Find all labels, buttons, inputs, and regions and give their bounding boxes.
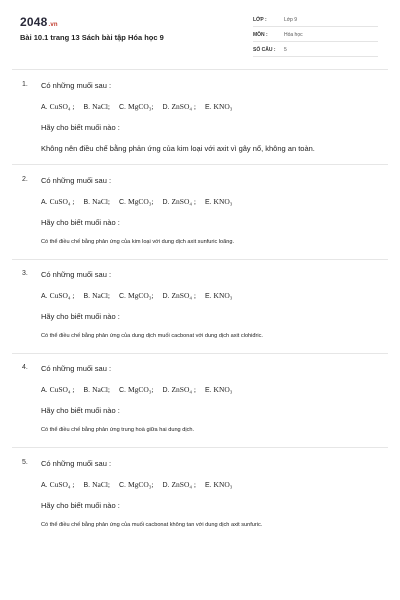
meta-value: 5 bbox=[284, 47, 287, 53]
question-divider bbox=[12, 259, 388, 260]
question-divider bbox=[12, 447, 388, 448]
option-formula: MgCO₃; bbox=[127, 385, 154, 394]
option-formula: CuSO₄ ; bbox=[49, 291, 75, 300]
option-formula: NaCl; bbox=[92, 102, 110, 111]
option-formula: KNO₃ bbox=[213, 102, 233, 111]
salt-option bbox=[119, 385, 154, 394]
meta-question-count bbox=[253, 45, 378, 57]
meta-value: Hóa học bbox=[284, 32, 303, 38]
salt-option bbox=[119, 102, 154, 111]
question-number: 5. bbox=[22, 459, 28, 466]
salt-options bbox=[41, 480, 241, 489]
salt-option bbox=[163, 480, 196, 489]
option-letter: B. bbox=[83, 293, 91, 300]
option-letter: E. bbox=[204, 387, 212, 394]
option-letter: E. bbox=[204, 104, 212, 111]
option-formula: KNO₃ bbox=[213, 197, 233, 206]
option-formula: ZnSO₄ ; bbox=[171, 197, 196, 206]
question-block bbox=[0, 459, 400, 539]
question-intro: Có những muối sau : bbox=[41, 176, 112, 185]
option-letter: C. bbox=[119, 387, 126, 394]
option-letter: E. bbox=[204, 482, 212, 489]
question-divider bbox=[12, 353, 388, 354]
question-ask: Hãy cho biết muối nào : bbox=[41, 501, 120, 510]
salt-option bbox=[84, 102, 111, 111]
option-letter: B. bbox=[83, 387, 91, 394]
option-formula: NaCl; bbox=[92, 291, 110, 300]
option-letter: B. bbox=[83, 199, 91, 206]
option-formula: ZnSO₄ ; bbox=[171, 102, 196, 111]
question-divider bbox=[12, 164, 388, 165]
salt-option bbox=[41, 385, 75, 394]
salt-option bbox=[84, 291, 111, 300]
salt-options bbox=[41, 291, 241, 300]
option-formula: ZnSO₄ ; bbox=[171, 385, 196, 394]
question-number: 3. bbox=[22, 270, 28, 277]
option-formula: NaCl; bbox=[92, 480, 110, 489]
option-formula: MgCO₃; bbox=[127, 480, 154, 489]
question-text: Có thể điều chế bằng phản ứng trung hoà giữa hai dung dịch. bbox=[41, 427, 195, 433]
option-formula: KNO₃ bbox=[213, 385, 233, 394]
question-number: 2. bbox=[22, 176, 28, 183]
option-letter: B. bbox=[83, 104, 91, 111]
option-letter: C. bbox=[119, 199, 126, 206]
option-letter: D. bbox=[162, 104, 170, 111]
salt-option bbox=[41, 102, 75, 111]
salt-option bbox=[205, 197, 232, 206]
option-letter: C. bbox=[119, 482, 126, 489]
option-formula: MgCO₃; bbox=[127, 197, 154, 206]
salt-option bbox=[119, 197, 154, 206]
meta-value: Lớp 9 bbox=[284, 17, 298, 23]
option-letter: D. bbox=[162, 482, 170, 489]
option-letter: E. bbox=[204, 293, 212, 300]
option-formula: KNO₃ bbox=[213, 291, 233, 300]
question-intro: Có những muối sau : bbox=[41, 270, 112, 279]
option-letter: C. bbox=[119, 293, 126, 300]
question-number: 4. bbox=[22, 364, 28, 371]
option-formula: MgCO₃; bbox=[127, 102, 154, 111]
option-letter: A. bbox=[41, 199, 48, 206]
salt-option bbox=[205, 102, 232, 111]
option-formula: NaCl; bbox=[92, 197, 110, 206]
question-block bbox=[0, 364, 400, 444]
option-letter: B. bbox=[83, 482, 91, 489]
option-letter: D. bbox=[162, 387, 170, 394]
salt-option bbox=[119, 291, 154, 300]
option-letter: D. bbox=[162, 293, 170, 300]
question-block bbox=[0, 176, 400, 256]
salt-options bbox=[41, 102, 241, 111]
option-formula: CuSO₄ ; bbox=[49, 197, 75, 206]
option-letter: D. bbox=[162, 199, 170, 206]
question-intro: Có những muối sau : bbox=[41, 81, 112, 90]
option-letter: A. bbox=[41, 482, 48, 489]
meta-label: LỚP : bbox=[253, 17, 267, 23]
logo-suffix: .vn bbox=[48, 22, 58, 28]
question-ask: Hãy cho biết muối nào : bbox=[41, 406, 120, 415]
salt-options bbox=[41, 197, 241, 206]
option-formula: CuSO₄ ; bbox=[49, 102, 75, 111]
question-text: Có thể điều chế bằng phản ứng của muối cacbonat không tan với dung dịch axit sunfuric. bbox=[41, 522, 263, 528]
question-intro: Có những muối sau : bbox=[41, 364, 112, 373]
salt-option bbox=[84, 480, 111, 489]
option-letter: C. bbox=[119, 104, 126, 111]
question-number: 1. bbox=[22, 81, 28, 88]
salt-option bbox=[163, 197, 196, 206]
meta-subject bbox=[253, 30, 378, 42]
salt-option bbox=[163, 102, 196, 111]
salt-option bbox=[163, 385, 196, 394]
question-text: Không nên điều chế bằng phản ứng của kim loại với axit vì gây nổ, không an toàn. bbox=[41, 144, 315, 153]
option-letter: A. bbox=[41, 293, 48, 300]
option-formula: CuSO₄ ; bbox=[49, 480, 75, 489]
question-intro: Có những muối sau : bbox=[41, 459, 112, 468]
logo-main: 2048 bbox=[20, 15, 48, 29]
salt-option bbox=[41, 197, 75, 206]
option-formula: CuSO₄ ; bbox=[49, 385, 75, 394]
meta-grade bbox=[253, 15, 378, 27]
salt-option bbox=[205, 385, 232, 394]
option-letter: A. bbox=[41, 104, 48, 111]
question-ask: Hãy cho biết muối nào : bbox=[41, 312, 120, 321]
salt-option bbox=[84, 385, 111, 394]
page-title: Bài 10.1 trang 13 Sách bài tập Hóa học 9 bbox=[20, 33, 164, 42]
meta-label: SỐ CÂU : bbox=[253, 47, 276, 53]
salt-options bbox=[41, 385, 241, 394]
salt-option bbox=[84, 197, 111, 206]
question-text: Có thể điều chế bằng phản ứng của kim loại với dung dịch axit sunfuric loãng. bbox=[41, 239, 235, 245]
salt-option bbox=[41, 480, 75, 489]
option-formula: ZnSO₄ ; bbox=[171, 291, 196, 300]
question-text: Có thể điều chế bằng phản ứng của dung dịch muối cacbonat với dung dịch axit clohiđric. bbox=[41, 333, 263, 339]
salt-option bbox=[41, 291, 75, 300]
question-ask: Hãy cho biết muối nào : bbox=[41, 218, 120, 227]
header-divider bbox=[12, 69, 388, 70]
question-block bbox=[0, 270, 400, 350]
question-ask: Hãy cho biết muối nào : bbox=[41, 123, 120, 132]
option-formula: KNO₃ bbox=[213, 480, 233, 489]
salt-option bbox=[119, 480, 154, 489]
salt-option bbox=[163, 291, 196, 300]
meta-label: MÔN : bbox=[253, 32, 268, 38]
site-logo[interactable] bbox=[20, 15, 58, 29]
option-letter: E. bbox=[204, 199, 212, 206]
page-header bbox=[0, 0, 400, 68]
option-formula: NaCl; bbox=[92, 385, 110, 394]
question-block bbox=[0, 81, 400, 161]
option-letter: A. bbox=[41, 387, 48, 394]
salt-option bbox=[205, 480, 232, 489]
option-formula: ZnSO₄ ; bbox=[171, 480, 196, 489]
salt-option bbox=[205, 291, 232, 300]
option-formula: MgCO₃; bbox=[127, 291, 154, 300]
